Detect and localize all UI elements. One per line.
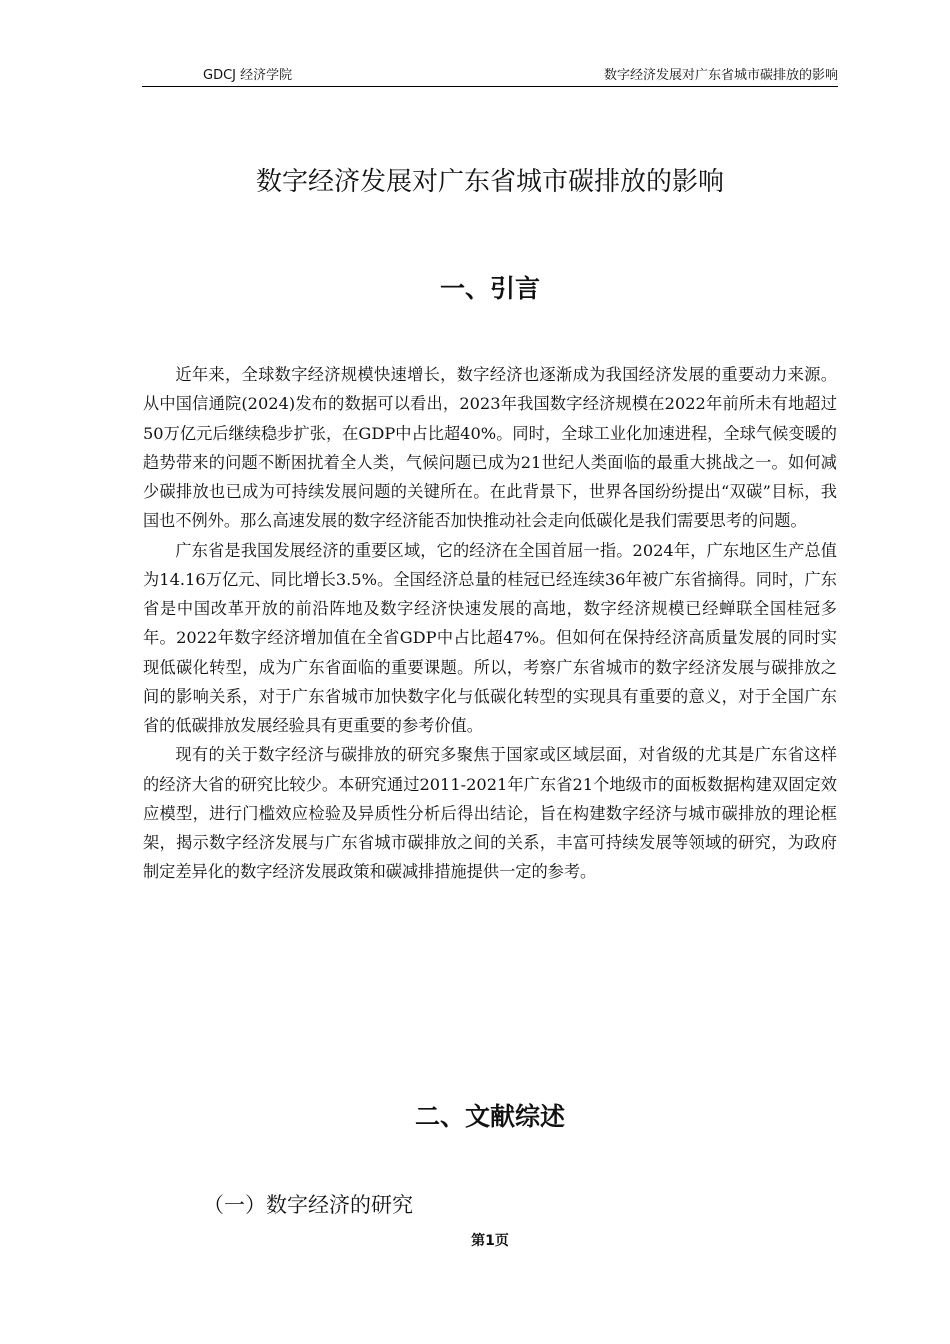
section-heading-literature-review: 二、文献综述	[414, 1102, 565, 1131]
paragraph: 现有的关于数字经济与碳排放的研究多聚焦于国家或区域层面，对省级的尤其是广东省这样的经济大省的研究比较少。本研究通过2011-2021年广东省21个地级市的面板数据构建双固定效应模型，进行门槛效应检验及异质性分析后得出结论，旨在构建数字经济与城市碳排放的理论框架，揭示数字经济发展与广东省城市碳排放之间的关系，丰富可持续发展等领域的研究，为政府制定差异化的数字经济发展政策和碳减排措施提供一定的参考。	[143, 745, 837, 882]
paragraph: 近年来，全球数字经济规模快速增长，数字经济也逐渐成为我国经济发展的重要动力来源。从中国信通院(2024)发布的数据可以看出，2023年我国数字经济规模在2022年前所未有地超过50万亿元后继续稳步扩张，在GDP中占比超40%。同时，全球工业化加速进程，全球气候变暖的趋势带来的问题不断困扰着全人类，气候问题已成为21世纪人类面临的最重大挑战之一。如何减少碳排放也已成为可持续发展问题的关键所在。在此背景下，世界各国纷纷提出“双碳”目标，我国也不例外。那么高速发展的数字经济能否加快推动社会走向低碳化是我们需要思考的问题。	[143, 365, 837, 531]
subsection-heading-digital-economy: （一）数字经济的研究	[203, 1193, 413, 1217]
section-heading-introduction: 一、引言	[439, 274, 540, 303]
header-left-text: GDCJ 经济学院	[203, 68, 293, 83]
header-divider	[142, 86, 838, 87]
header-right-text: 数字经济发展对广东省城市碳排放的影响	[603, 68, 838, 83]
introduction-body	[143, 360, 837, 887]
document-title: 数字经济发展对广东省城市碳排放的影响	[255, 167, 724, 197]
page-number: 第1页	[471, 1233, 509, 1249]
paragraph: 广东省是我国发展经济的重要区域，它的经济在全国首屈一指。2024年，广东地区生产总值为14.16万亿元、同比增长3.5%。全国经济总量的桂冠已经连续36年被广东省摘得。同时，广东省是中国改革开放的前沿阵地及数字经济快速发展的高地，数字经济规模已经蝉联全国桂冠多年。2022年数字经济增加值在全省GDP中占比超47%。但如何在保持经济高质量发展的同时实现低碳化转型，成为广东省面临的重要课题。所以，考察广东省城市的数字经济发展与碳排放之间的影响关系，对于广东省城市加快数字化与低碳化转型的实现具有重要的意义，对于全国广东省的低碳排放发展经验具有更重要的参考价值。	[143, 540, 837, 735]
